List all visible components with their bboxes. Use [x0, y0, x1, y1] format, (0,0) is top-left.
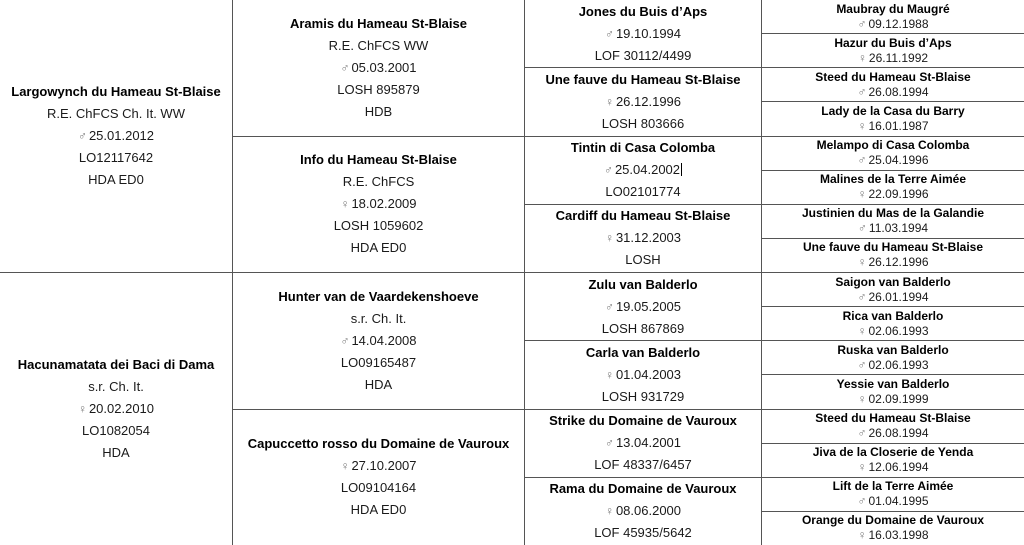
male-icon: ♂: [857, 221, 867, 236]
dog-birth-line: [857, 17, 928, 32]
dog-titles: s.r. Ch. It.: [88, 379, 144, 394]
dog-name: Info du Hameau St-Blaise: [300, 152, 457, 168]
male-icon: ♂: [857, 289, 867, 304]
dog-titles: s.r. Ch. It.: [350, 310, 407, 326]
birth-date: 18.02.2009: [351, 196, 417, 212]
dog-birth-line: [340, 330, 416, 352]
female-icon: ♀: [857, 255, 867, 270]
pedigree-entry: [525, 68, 761, 136]
pedigree-entry: [525, 137, 761, 205]
dog-birth-line: [605, 227, 681, 249]
male-icon: ♂: [340, 333, 350, 348]
dog-name: Carla van Balderlo: [585, 344, 701, 360]
pedigree-entry: [0, 273, 232, 545]
dog-name: Tintin di Casa Colomba: [570, 140, 716, 156]
male-icon: ♂: [857, 153, 867, 168]
dog-titles: R.E. ChFCS Ch. It. WW: [47, 106, 185, 121]
female-icon: ♀: [857, 391, 867, 406]
birth-date: 25.04.1996: [868, 153, 929, 168]
female-icon: ♀: [857, 460, 867, 475]
dog-name: Rica van Balderlo: [842, 308, 944, 323]
dog-birth-line: [857, 153, 928, 168]
male-icon: ♂: [603, 163, 613, 178]
birth-date: 16.01.1987: [868, 118, 929, 133]
male-icon: ♂: [857, 494, 867, 509]
dog-birth-line: [340, 193, 416, 215]
female-icon: ♀: [604, 504, 614, 519]
male-icon: ♂: [857, 357, 867, 372]
dog-birth-line: [857, 119, 928, 134]
dog-birth-line: [857, 426, 928, 441]
dog-birth-line: [857, 358, 928, 373]
pedigree-entry: [762, 137, 1024, 171]
dog-name: Strike du Domaine de Vauroux: [549, 413, 737, 429]
birth-date: 19.10.1994: [615, 25, 682, 41]
pedigree-entry: [233, 273, 524, 410]
female-icon: ♀: [857, 187, 867, 202]
dog-name: Cardiff du Hameau St-Blaise: [555, 208, 731, 224]
birth-date: 02.06.1993: [868, 323, 929, 338]
dog-name: Hacunamatata dei Baci di Dama: [17, 357, 215, 372]
dog-birth-line: [605, 364, 681, 386]
dog-name: Yessie van Balderlo: [836, 376, 950, 391]
dog-registration: LOF 48337/6457: [594, 457, 692, 473]
dog-registration: LO09104164: [340, 480, 417, 496]
birth-date: 26.08.1994: [868, 426, 929, 441]
dog-name: Aramis du Hameau St-Blaise: [289, 15, 467, 31]
dog-birth-line: [340, 455, 416, 477]
birth-date: 26.12.1996: [615, 93, 682, 109]
dog-birth-line: [858, 221, 928, 236]
dog-name: Jiva de la Closerie de Yenda: [812, 445, 974, 460]
dog-name: Hunter van de Vaardekenshoeve: [278, 288, 479, 304]
birth-date: 01.04.2003: [615, 366, 682, 382]
dog-birth-line: [857, 85, 928, 100]
dog-registration: LOSH 867869: [601, 320, 685, 336]
text-cursor: [681, 163, 682, 176]
dog-titles: R.E. ChFCS WW: [328, 37, 429, 53]
pedigree-entry: [525, 410, 761, 478]
dog-registration: LO12117642: [78, 150, 154, 165]
birth-date: 26.11.1992: [868, 50, 929, 65]
male-icon: ♂: [857, 426, 867, 441]
birth-date: 26.08.1994: [868, 84, 929, 99]
male-icon: ♂: [340, 60, 350, 75]
pedigree-entry: [762, 444, 1024, 478]
female-icon: ♀: [604, 94, 614, 109]
dog-name: Capuccetto rosso du Domaine de Vauroux: [247, 436, 510, 452]
dog-birth-line: [857, 324, 928, 339]
dog-name: Rama du Domaine de Vauroux: [549, 481, 737, 497]
birth-date: 01.04.1995: [868, 494, 929, 509]
birth-date: 13.04.2001: [615, 435, 682, 451]
dog-birth-line: [857, 460, 928, 475]
dog-birth-line: [340, 57, 416, 79]
dog-health: HDA ED0: [88, 172, 144, 187]
dog-birth-line: [857, 187, 928, 202]
pedigree-entry: [525, 0, 761, 68]
pedigree-entry: [762, 478, 1024, 512]
dog-name: Lift de la Terre Aimée: [832, 479, 954, 494]
female-icon: ♀: [857, 528, 867, 543]
female-icon: ♀: [857, 50, 867, 65]
pedigree-entry: [525, 478, 761, 545]
dog-name: Hazur du Buis d’Aps: [834, 35, 952, 50]
dog-registration: LOSH 1059602: [333, 218, 424, 234]
dog-name: Malines de la Terre Aimée: [819, 172, 967, 187]
birth-date: 02.09.1999: [868, 391, 929, 406]
pedigree-entry: [762, 102, 1024, 136]
male-icon: ♂: [857, 84, 867, 99]
dog-birth-line: [605, 296, 681, 318]
pedigree-entry: [762, 375, 1024, 409]
dog-birth-line: [605, 91, 681, 113]
birth-date: 27.10.2007: [351, 458, 417, 474]
pedigree-entry: [762, 410, 1024, 444]
dog-birth-line: [605, 23, 681, 45]
generation-column-1: [0, 0, 233, 545]
pedigree-entry: [525, 205, 761, 273]
dog-name: Zulu van Balderlo: [588, 276, 698, 292]
dog-birth-line[interactable]: [604, 159, 682, 181]
dog-health: HDB: [364, 103, 393, 119]
female-icon: ♀: [340, 197, 350, 212]
birth-date: 16.03.1998: [868, 528, 929, 543]
birth-date: 05.03.2001: [351, 59, 417, 75]
dog-registration: LOSH 895879: [337, 81, 420, 97]
female-icon: ♀: [857, 323, 867, 338]
birth-date: 31.12.2003: [615, 230, 682, 246]
dog-birth-line: [857, 290, 928, 305]
generation-column-3: [525, 0, 762, 545]
dog-health: HDA ED0: [350, 502, 407, 518]
dog-name: Une fauve du Hameau St-Blaise: [545, 71, 741, 87]
dog-birth-line: [78, 125, 154, 147]
pedigree-entry: [762, 341, 1024, 375]
dog-registration: LOSH 931729: [601, 388, 685, 404]
birth-date: 09.12.1988: [868, 16, 929, 31]
dog-name: Saigon van Balderlo: [835, 274, 951, 289]
male-icon: ♂: [604, 299, 614, 314]
pedigree-entry: [762, 512, 1024, 545]
birth-date: 14.04.2008: [351, 332, 417, 348]
birth-date: 26.12.1996: [868, 255, 929, 270]
pedigree-entry: [0, 0, 232, 273]
dog-name: Melampo di Casa Colomba: [816, 138, 970, 153]
dog-name: Steed du Hameau St-Blaise: [815, 411, 971, 426]
birth-date: 12.06.1994: [868, 460, 929, 475]
dog-name: Ruska van Balderlo: [837, 342, 949, 357]
pedigree-entry: [233, 137, 524, 274]
dog-birth-line: [857, 392, 928, 407]
birth-date: 22.09.1996: [868, 187, 929, 202]
birth-date: 25.01.2012: [88, 128, 155, 143]
birth-date: 02.06.1993: [868, 357, 929, 372]
pedigree-entry: [233, 0, 524, 137]
dog-name: Lady de la Casa du Barry: [821, 103, 965, 118]
pedigree-entry: [762, 205, 1024, 239]
dog-birth-line: [605, 432, 681, 454]
male-icon: ♂: [604, 436, 614, 451]
pedigree-entry: [762, 68, 1024, 102]
pedigree-entry: [762, 0, 1024, 34]
birth-date: 20.02.2010: [88, 401, 155, 416]
female-icon: ♀: [77, 402, 87, 416]
dog-registration: LOSH 803666: [601, 115, 685, 131]
dog-birth-line: [857, 494, 928, 509]
dog-birth-line: [857, 528, 928, 543]
dog-birth-line: [78, 398, 154, 420]
birth-date: 08.06.2000: [615, 503, 682, 519]
pedigree-entry: [762, 171, 1024, 205]
dog-birth-line: [858, 51, 928, 66]
birth-date: 26.01.1994: [868, 289, 929, 304]
dog-registration: LO09165487: [340, 354, 417, 370]
dog-name: Largowynch du Hameau St-Blaise: [11, 84, 221, 99]
dog-birth-line: [857, 255, 928, 270]
dog-name: Une fauve du Hameau St-Blaise: [802, 240, 984, 255]
dog-registration: LOF 45935/5642: [594, 525, 692, 541]
female-icon: ♀: [857, 118, 867, 133]
dog-health: HDA: [364, 376, 393, 392]
dog-name: Justinien du Mas de la Galandie: [801, 206, 985, 221]
female-icon: ♀: [604, 231, 614, 246]
dog-birth-line: [605, 500, 681, 522]
male-icon: ♂: [857, 16, 867, 31]
birth-date: 11.03.1994: [868, 221, 929, 236]
birth-date: 19.05.2005: [615, 298, 682, 314]
dog-registration: LOF 30112/4499: [594, 47, 692, 63]
female-icon: ♀: [340, 459, 350, 474]
pedigree-entry: [525, 273, 761, 341]
male-icon: ♂: [604, 26, 614, 41]
dog-health: HDA ED0: [350, 240, 407, 256]
pedigree-entry: [233, 410, 524, 545]
dog-titles: R.E. ChFCS: [342, 174, 415, 190]
dog-health: HDA: [102, 445, 130, 460]
dog-registration: LO02101774: [605, 184, 681, 200]
pedigree-entry: [762, 34, 1024, 68]
dog-registration: LO1082054: [82, 423, 150, 438]
dog-name: Maubray du Maugré: [836, 1, 950, 16]
male-icon: ♂: [77, 129, 87, 143]
generation-column-2: [233, 0, 525, 545]
dog-name: Jones du Buis d’Aps: [578, 3, 708, 19]
pedigree-entry: [525, 341, 761, 409]
birth-date: 25.04.2002: [614, 162, 681, 178]
dog-registration: LOSH: [625, 252, 661, 268]
pedigree-entry: [762, 239, 1024, 273]
female-icon: ♀: [604, 367, 614, 382]
dog-name: Steed du Hameau St-Blaise: [815, 69, 971, 84]
dog-name: Orange du Domaine de Vauroux: [801, 513, 985, 528]
pedigree-entry: [762, 273, 1024, 307]
generation-column-4: [762, 0, 1024, 545]
pedigree-entry: [762, 307, 1024, 341]
